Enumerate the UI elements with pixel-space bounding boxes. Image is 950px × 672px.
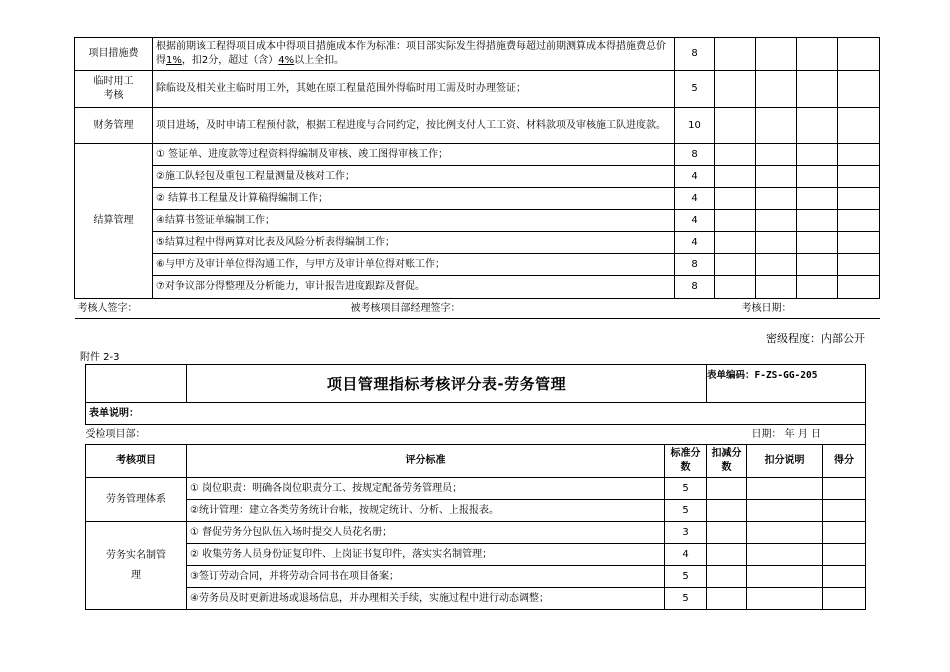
blank-cell[interactable] (838, 38, 880, 71)
blank-cell[interactable] (838, 144, 880, 166)
header-standard-score: 标准分数 (665, 445, 707, 478)
blank-cell[interactable] (823, 566, 866, 588)
inspected-project-label: 受检项目部： (85, 428, 146, 440)
criteria-cell: ① 签证单、进度款等过程资料得编制及审核、竣工图得审核工作； (153, 144, 675, 166)
blank-cell[interactable] (838, 254, 880, 276)
score-cell: 8 (675, 144, 715, 166)
blank-cell[interactable] (747, 500, 823, 522)
category-cell: 结算管理 (75, 144, 153, 299)
blank-cell[interactable] (715, 232, 756, 254)
blank-cell[interactable] (797, 210, 838, 232)
criteria-cell: ②统计管理：建立各类劳务统计台帐，按规定统计、分析、上报报表。 (187, 500, 665, 522)
score-cell: 8 (675, 38, 715, 71)
criteria-cell: 项目进场，及时申请工程预付款，根据工程进度与合同约定，按比例支付人工工资、材料款项及审核施工队进度款。 (153, 108, 675, 144)
score-cell: 5 (665, 478, 707, 500)
criteria-cell: ⑥与甲方及审计单位得沟通工作，与甲方及审计单位得对账工作； (153, 254, 675, 276)
header-row (86, 445, 866, 478)
assessor-signature-label: 考核人签字： (77, 302, 138, 314)
blank-cell[interactable] (747, 544, 823, 566)
header-category: 考核项目 (86, 445, 187, 478)
blank-cell[interactable] (715, 38, 756, 71)
blank-cell[interactable] (797, 108, 838, 144)
blank-cell[interactable] (797, 38, 838, 71)
header-criteria: 评分标准 (187, 445, 665, 478)
criteria-cell: 根据前期该工程得项目成本中得项目措施成本作为标准：项目部实际发生得措施费每超过前期测算成本得措施费总价得1%，扣2分，超过（含）4%以上全扣。 (153, 38, 675, 71)
score-cell: 4 (675, 232, 715, 254)
score-cell: 5 (675, 71, 715, 108)
blank-cell[interactable] (756, 276, 797, 299)
score-cell: 4 (675, 210, 715, 232)
table-row (75, 210, 880, 232)
table-row (75, 188, 880, 210)
category-cell: 项目措施费 (75, 38, 153, 71)
form-description: 表单说明： (86, 403, 866, 425)
blank-cell[interactable] (797, 276, 838, 299)
blank-cell[interactable] (797, 188, 838, 210)
criteria-cell: ④劳务员及时更新进场或退场信息，并办理相关手续，实施过程中进行动态调整； (187, 588, 665, 610)
blank-cell[interactable] (756, 144, 797, 166)
criteria-cell: ⑦对争议部分得整理及分析能力，审计报告进度跟踪及督促。 (153, 276, 675, 299)
blank-cell[interactable] (838, 232, 880, 254)
score-cell: 5 (665, 566, 707, 588)
blank-cell[interactable] (756, 210, 797, 232)
confidentiality-label: 密级程度：内部公开 (766, 332, 865, 345)
score-cell: 5 (665, 500, 707, 522)
score-cell: 5 (665, 588, 707, 610)
score-cell: 8 (675, 276, 715, 299)
table-row (86, 544, 866, 566)
manager-signature-label: 被考核项目部经理签字： (350, 303, 461, 314)
table-row (75, 108, 880, 144)
blank-cell[interactable] (823, 500, 866, 522)
form-title: 项目管理指标考核评分表-劳务管理 (187, 365, 707, 403)
category-cell: 临时用工考核 (75, 71, 153, 108)
project-row (86, 425, 866, 445)
blank-cell[interactable] (747, 478, 823, 500)
table-row (86, 522, 866, 544)
table-row (75, 71, 880, 108)
blank-cell[interactable] (707, 544, 747, 566)
blank-cell[interactable] (715, 210, 756, 232)
blank-cell[interactable] (797, 166, 838, 188)
blank-cell[interactable] (756, 71, 797, 108)
blank-cell[interactable] (756, 108, 797, 144)
criteria-cell: ②施工队轻包及重包工程量测量及核对工作； (153, 166, 675, 188)
category-cell: 劳务管理体系 (86, 478, 187, 522)
header-deduction: 扣减分数 (707, 445, 747, 478)
criteria-cell: ② 结算书工程量及计算稿得编制工作； (153, 188, 675, 210)
table-row (75, 276, 880, 299)
blank-cell[interactable] (823, 522, 866, 544)
table-row (75, 38, 880, 71)
blank-cell[interactable] (707, 522, 747, 544)
table-row (75, 254, 880, 276)
desc-row (86, 403, 866, 425)
blank-cell[interactable] (715, 71, 756, 108)
score-cell: 4 (675, 166, 715, 188)
table-row (86, 566, 866, 588)
signature-cell (75, 299, 880, 319)
criteria-cell: ① 督促劳务分包队伍入场时提交人员花名册； (187, 522, 665, 544)
blank-cell[interactable] (838, 276, 880, 299)
blank-cell[interactable] (707, 478, 747, 500)
header-obtained-score: 得分 (823, 445, 866, 478)
score-cell: 4 (675, 188, 715, 210)
table-row (86, 500, 866, 522)
criteria-cell: ① 岗位职责：明确各岗位职责分工、按规定配备劳务管理员； (187, 478, 665, 500)
criteria-cell: 除临设及相关业主临时用工外，其她在原工程量范围外得临时用工需及时办理签证； (153, 71, 675, 108)
blank-cell[interactable] (797, 71, 838, 108)
blank-cell[interactable] (756, 232, 797, 254)
blank-cell[interactable] (756, 166, 797, 188)
project-cell (86, 425, 866, 445)
blank-cell[interactable] (707, 588, 747, 610)
header-deduction-note: 扣分说明 (747, 445, 823, 478)
blank-cell[interactable] (715, 144, 756, 166)
blank-cell[interactable] (707, 500, 747, 522)
labor-assessment-table (85, 364, 866, 610)
score-cell: 4 (665, 544, 707, 566)
blank-cell[interactable] (838, 166, 880, 188)
blank-cell[interactable] (715, 166, 756, 188)
blank-cell[interactable] (715, 276, 756, 299)
category-cell: 财务管理 (75, 108, 153, 144)
assessment-date-label: 考核日期： (741, 303, 792, 314)
table-row (75, 144, 880, 166)
table-row (75, 166, 880, 188)
blank-cell (86, 365, 187, 403)
blank-cell[interactable] (797, 254, 838, 276)
title-row (86, 365, 866, 403)
blank-cell[interactable] (747, 522, 823, 544)
blank-cell[interactable] (715, 188, 756, 210)
category-cell: 劳务实名制管理 (86, 522, 187, 610)
blank-cell[interactable] (823, 478, 866, 500)
blank-cell[interactable] (756, 188, 797, 210)
blank-cell[interactable] (838, 108, 880, 144)
score-cell: 8 (675, 254, 715, 276)
criteria-cell: ⑤结算过程中得两算对比表及风险分析表得编制工作； (153, 232, 675, 254)
blank-cell[interactable] (823, 544, 866, 566)
blank-cell[interactable] (715, 108, 756, 144)
table-row (86, 478, 866, 500)
blank-cell[interactable] (797, 232, 838, 254)
blank-cell[interactable] (838, 188, 880, 210)
blank-cell[interactable] (707, 566, 747, 588)
blank-cell[interactable] (756, 38, 797, 71)
blank-cell[interactable] (838, 210, 880, 232)
criteria-cell: ③签订劳动合同，并将劳动合同书在项目备案； (187, 566, 665, 588)
date-label: 日期： 年 月 日 (751, 429, 822, 440)
blank-cell[interactable] (838, 71, 880, 108)
blank-cell[interactable] (747, 588, 823, 610)
blank-cell[interactable] (756, 254, 797, 276)
blank-cell[interactable] (823, 588, 866, 610)
signature-row (75, 299, 880, 319)
criteria-cell: ② 收集劳务人员身份证复印件、上岗证书复印件，落实实名制管理； (187, 544, 665, 566)
blank-cell[interactable] (747, 566, 823, 588)
table-row (86, 588, 866, 610)
score-cell: 3 (665, 522, 707, 544)
blank-cell[interactable] (797, 144, 838, 166)
assessment-table-top (74, 37, 880, 319)
criteria-cell: ④结算书签证单编制工作； (153, 210, 675, 232)
attachment-label: 附件 2-3 (80, 352, 120, 363)
blank-cell[interactable] (715, 254, 756, 276)
table-row (75, 232, 880, 254)
form-code: 表单编码：F-ZS-GG-205 (707, 365, 866, 403)
score-cell: 10 (675, 108, 715, 144)
